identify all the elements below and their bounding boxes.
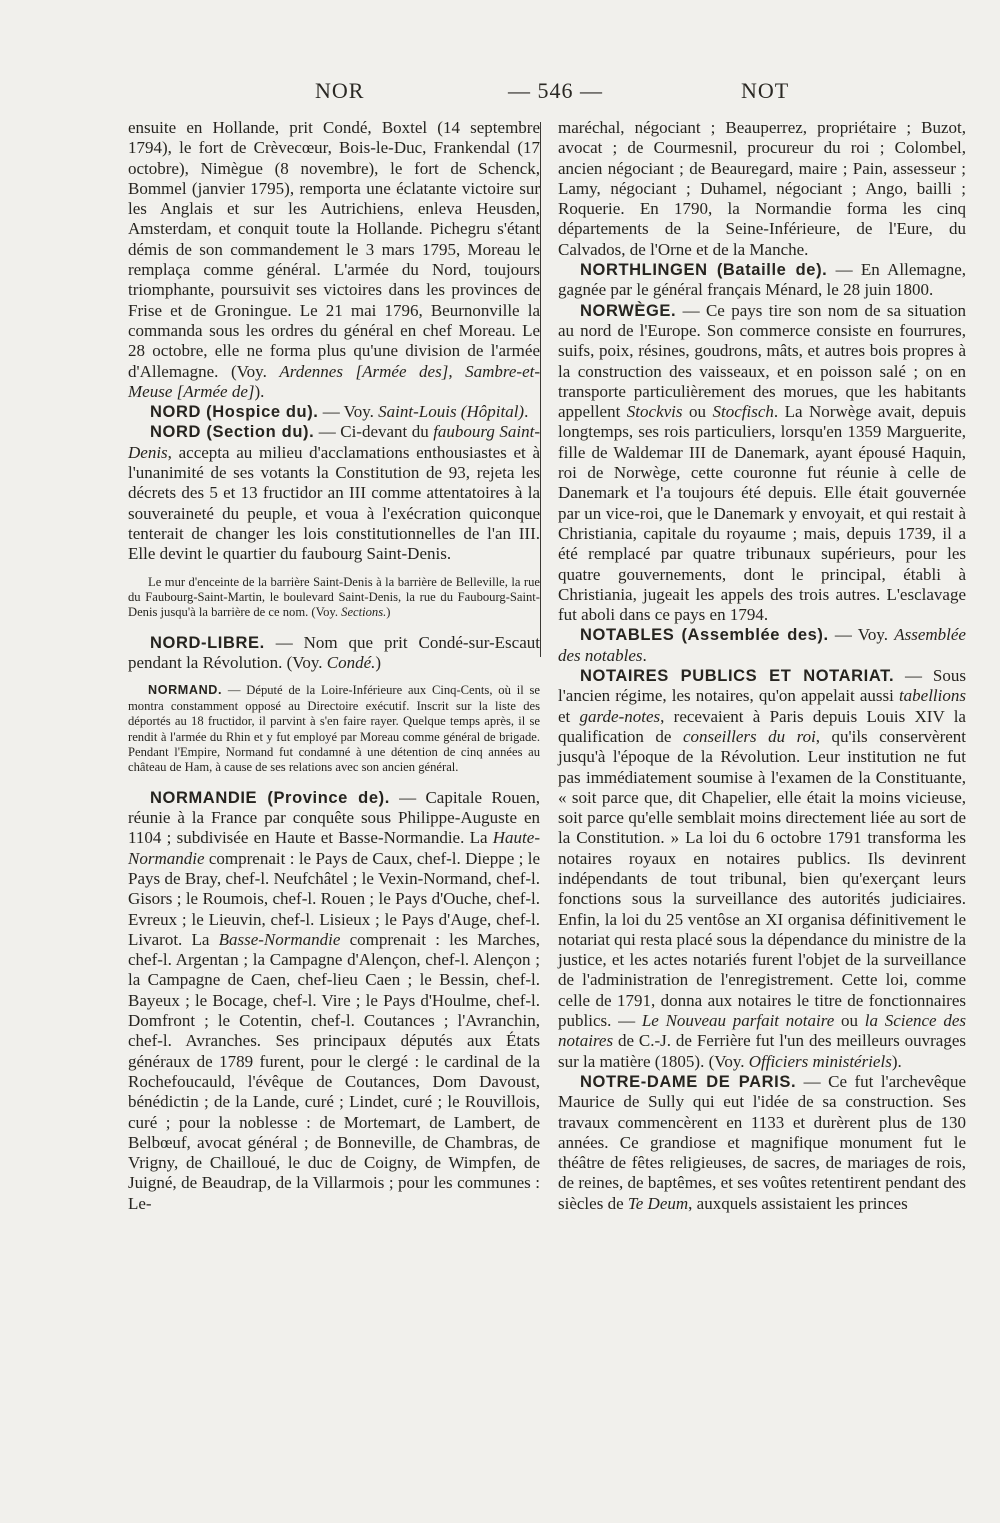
entry-nord-hospice bbox=[128, 402, 540, 422]
text-run: comprenait : les Marches, chef-l. Argentan ; la Campagne d'Alençon, chef-l. Alençon ; la Campagne de Caen, chef-lieu Caen ; le Bessin, chef-l. Bayeux ; le Bocage, chef-l. Vire ; le Pays d'Houlme, chef-l. Domfront ; le Cotentin, chef-l. Coutances ; l'Avranchin, chef-l. Avranches. Ses principaux députés aux États généraux de 1789 furent, pour le clergé : le cardinal de la Rochefoucauld, l'évêque de Coutances, Dom Davoust, bénédictin ; de la Lande, curé ; Lindet, curé ; le Rouvillois, curé ; pour la noblesse : de Mortemart, de Lambert, de Belbœuf, avocat général ; de Bonneville, de Chambras, de Vrigny, de Chailloué, le duc de Coigny, de Wimpfen, de Juigné, de Beaudrap, de la Villarmois ; pour les communes : Le- bbox=[128, 929, 541, 1213]
headword: NOTRE-DAME DE PARIS. bbox=[580, 1072, 797, 1091]
text-run: tabellions bbox=[898, 686, 966, 706]
page-number: — 546 — bbox=[508, 78, 603, 103]
text-run: Saint-Louis (Hôpital) bbox=[378, 402, 525, 422]
text-run: ). bbox=[254, 381, 265, 401]
headword: NORD (Hospice du). bbox=[150, 403, 319, 422]
right-column bbox=[558, 118, 966, 1214]
entry-norwege bbox=[558, 301, 966, 626]
column-divider bbox=[540, 122, 541, 657]
text-run: Assemblée des notables bbox=[558, 625, 966, 665]
text-run: — Nom que prit Condé-sur-Escaut pendant la Révolution. (Voy. bbox=[128, 632, 540, 673]
text-run: — Capitale Rouen, réunie à la France par conquête sous Philippe-Auguste en 1104 ; subdivisée en Haute et Basse-Normandie. La bbox=[128, 787, 541, 848]
text-run: , recevaient à Paris depuis Louis XIV la qualification de bbox=[558, 706, 966, 746]
text-run: ). bbox=[891, 1051, 902, 1071]
entry-nord-libre bbox=[128, 633, 540, 674]
text-run: — Député de la Loire-Inférieure aux Cinq-Cents, où il se montra constamment opposé au Directoire exécutif. Inscrit sur la liste des déportés au 18 fructidor, il parvint à s'en faire rayer. Quelque temps après, il se rendit à l'armée du Rhin et y fut employé par Moreau comme général de brigade. Pendant l'Empire, Normand fut condamné à une détention de cinq années au château de Ham, à cause de ses relations avec son ancien général. bbox=[128, 683, 540, 775]
text-run: de C.-J. de Ferrière fut l'un des meilleurs ouvrages sur la matière (1805). (Voy. bbox=[558, 1031, 966, 1071]
normandie-continuation bbox=[558, 118, 966, 260]
text-run: Haute-Normandie bbox=[128, 828, 540, 868]
entry-normandie bbox=[128, 788, 540, 1214]
text-run: Te Deum bbox=[627, 1193, 689, 1213]
headword: NORD (Section du). bbox=[150, 423, 315, 442]
headword: NORTHLINGEN (Bataille de). bbox=[580, 261, 828, 280]
headword: NOTABLES (Assemblée des). bbox=[580, 626, 829, 645]
text-run: ensuite en Hollande, prit Condé, Boxtel (14 septembre 1794), le fort de Crèvecœur, Bois-le-Duc, Frankendal (17 octobre), Nimègue (8 novembre), le fort de Schenck, Bommel (janvier 1795), remporta une éclatante victoire sur les Anglais et sur les Autrichiens, enleva Heusden, Amsterdam, et conquit toute la Hollande. Pichegru s'étant démis de son commandement le 3 mars 1795, Moreau le remplaça comme général. L'armée du Nord, toujours triomphante, poursuivit ses victoires dans les provinces de Frise et de Groningue. Le 21 mai 1796, Beurnonville la commanda sous les ordres du général en chef Moreau. Le 28 octobre, elle ne forma plus qu'une division de l'armée d'Allemagne. (Voy. bbox=[128, 118, 540, 381]
text-run: Condé. bbox=[326, 653, 376, 673]
text-run: Stocfisch bbox=[712, 402, 774, 422]
text-run: la Science des notaires bbox=[558, 1011, 966, 1051]
text-run: ) bbox=[375, 653, 382, 673]
headword: NORMAND. bbox=[148, 683, 223, 698]
entry-normand bbox=[128, 683, 540, 775]
text-run: ) bbox=[386, 605, 391, 620]
text-run: — Voy. bbox=[828, 625, 895, 645]
headword: NORD-LIBRE. bbox=[150, 633, 265, 652]
text-run: Officiers ministériels bbox=[748, 1051, 892, 1071]
text-run: conseillers du roi bbox=[682, 726, 816, 746]
entry-notre-dame bbox=[558, 1072, 966, 1214]
text-run: et bbox=[558, 706, 580, 726]
headword: NOTAIRES PUBLICS ET NOTARIAT. bbox=[580, 667, 895, 686]
headword: NORWÈGE. bbox=[580, 301, 677, 320]
header-left-word: NOR bbox=[315, 78, 365, 103]
text-run: . La Norwège avait, depuis longtemps, ses rois particuliers, lorsqu'en 1359 Marguerite, fille de Waldemar III de Danemark, ayant épousé Haquin, roi de Norwège, cette couronne fut réunie à celle de Danemark et l'a toujours été depuis. Elle était gouvernée par un vice-roi, que le Danemark y envoyait, et qui restait à Christiania, capitale du royaume ; mais, depuis 1739, il a été remplacé par quatre tribunaux supérieurs, pour les quatre gouvernements, dont le principal, établi à Christiania, jugeait les appels des trois autres. L'esclavage fut aboli dans ce pays en 1794. bbox=[558, 402, 966, 625]
text-run: Basse-Normandie bbox=[218, 929, 341, 949]
armee-du-nord-continuation bbox=[128, 118, 540, 402]
left-column bbox=[128, 118, 540, 1214]
text-run: Stockvis bbox=[626, 402, 683, 422]
text-run: — En Allemagne, gagnée par le général français Ménard, le 28 juin 1800. bbox=[558, 260, 966, 300]
text-run: comprenait : le Pays de Caux, chef-l. Dieppe ; le Pays de Bray, chef-l. Neufchâtel ; le Vexin-Normand, chef-l. Gisors ; le Roumois, chef-l. Rouen ; le Pays d'Ouche, chef-l. Evreux ; le Lieuvin, chef-l. Lisieux ; le Pays d'Auge, chef-l. Livarot. La bbox=[128, 848, 540, 949]
entry-nord-section bbox=[128, 422, 540, 564]
section-footnote bbox=[128, 575, 540, 621]
text-run: maréchal, négociant ; Beauperrez, propriétaire ; Buzot, avocat ; de Courmesnil, procureur du roi ; Colombel, ancien négociant ; de Beauregard, maire ; Pain, assesseur ; Lamy, négociant ; Duhamel, négociant ; Ango, bailli ; Roquerie. En 1790, la Normandie forma les cinq départements de la Seine-Inférieure, de l'Eure, du Calvados, de l'Orne et de la Manche. bbox=[558, 118, 966, 259]
text-run: ou bbox=[682, 402, 713, 422]
text-run: . bbox=[642, 645, 647, 665]
entry-notables bbox=[558, 625, 966, 666]
text-run: Sections. bbox=[341, 605, 387, 620]
text-run: Le Nouveau parfait notaire bbox=[641, 1011, 835, 1031]
headword: NORMANDIE (Province de). bbox=[150, 788, 390, 807]
text-run: — Ci-devant du bbox=[314, 422, 434, 442]
text-run: , qu'ils conservèrent jusqu'à l'époque de la Révolution. Leur institution ne fut pas immédiatement soumise à l'examen de la Constituante, « soit parce que, dit Chapelier, elle était la moins vicieuse, soit parce qu'elle semblait moins directement liée au sort de la Constitution. » La loi du 6 octobre 1791 transforma les notaires royaux en notaires publics. Ils devinrent indépendants de tout tribunal, bien qu'exerçant leurs fonctions sous la surveillance des autorités judiciaires. Enfin, la loi du 25 ventôse an XI organisa définitivement le notariat qui resta placé sous la dépendance du ministre de la justice, et les actes notariés furent l'objet de la surveillance de l'administration de l'enregistrement. Cette loi, comme celle de 1791, donna aux notaires le titre de fonctionnaires publics. — bbox=[558, 726, 966, 1031]
text-run: Ardennes [Armée des], Sambre-et-Meuse [Armée de] bbox=[128, 361, 541, 401]
text-run: , accepta au milieu d'acclamations enthousiastes et à l'unanimité de ses votants la Constitution de 93, rejeta les décrets des 5 et 13 fructidor an III comme attentatoires à la souveraineté du peuple, et voua à l'exécration quiconque tenterait de changer les lois constitutionnelles de l'an III. Elle devint le quartier du faubourg Saint-Denis. bbox=[128, 442, 540, 564]
entry-notaires bbox=[558, 666, 966, 1072]
text-run: — Ce fut l'archevêque Maurice de Sully qui eut l'idée de sa construction. Ses travaux commencèrent en 1133 et durèrent plus de 130 années. Ce grandiose et magnifique monument fut le théâtre de fêtes religieuses, de sacres, de mariages de rois, de reines, de baptêmes, et ses voûtes retentirent pendant des siècles de bbox=[558, 1071, 966, 1213]
text-run: faubourg Saint-Denis bbox=[128, 422, 540, 462]
header-right-word: NOT bbox=[741, 78, 790, 103]
text-run: — Voy. bbox=[318, 402, 379, 422]
entry-northlingen bbox=[558, 260, 966, 301]
text-run: garde-notes bbox=[579, 706, 661, 726]
text-run: Le mur d'enceinte de la barrière Saint-Denis à la barrière de Belleville, la rue du Faubourg-Saint-Martin, le boulevard Saint-Denis, la rue du Faubourg-Saint-Denis jusqu'à la barrière de ce nom. (Voy. bbox=[128, 574, 540, 620]
text-run: — Sous l'ancien régime, les notaires, qu'on appelait aussi bbox=[558, 666, 967, 706]
text-run: . bbox=[524, 402, 529, 422]
text-run: ou bbox=[834, 1011, 865, 1031]
text-run: — Ce pays tire son nom de sa situation au nord de l'Europe. Son commerce consiste en fourrures, suifs, poix, résines, goudrons, mâts, et autres bois propres à la construction des vaisseaux, et en poisson salé ; on en transporte particulièrement des morues, que les habitants appellent bbox=[558, 300, 966, 422]
text-run: , auxquels assistaient les princes bbox=[688, 1193, 908, 1213]
